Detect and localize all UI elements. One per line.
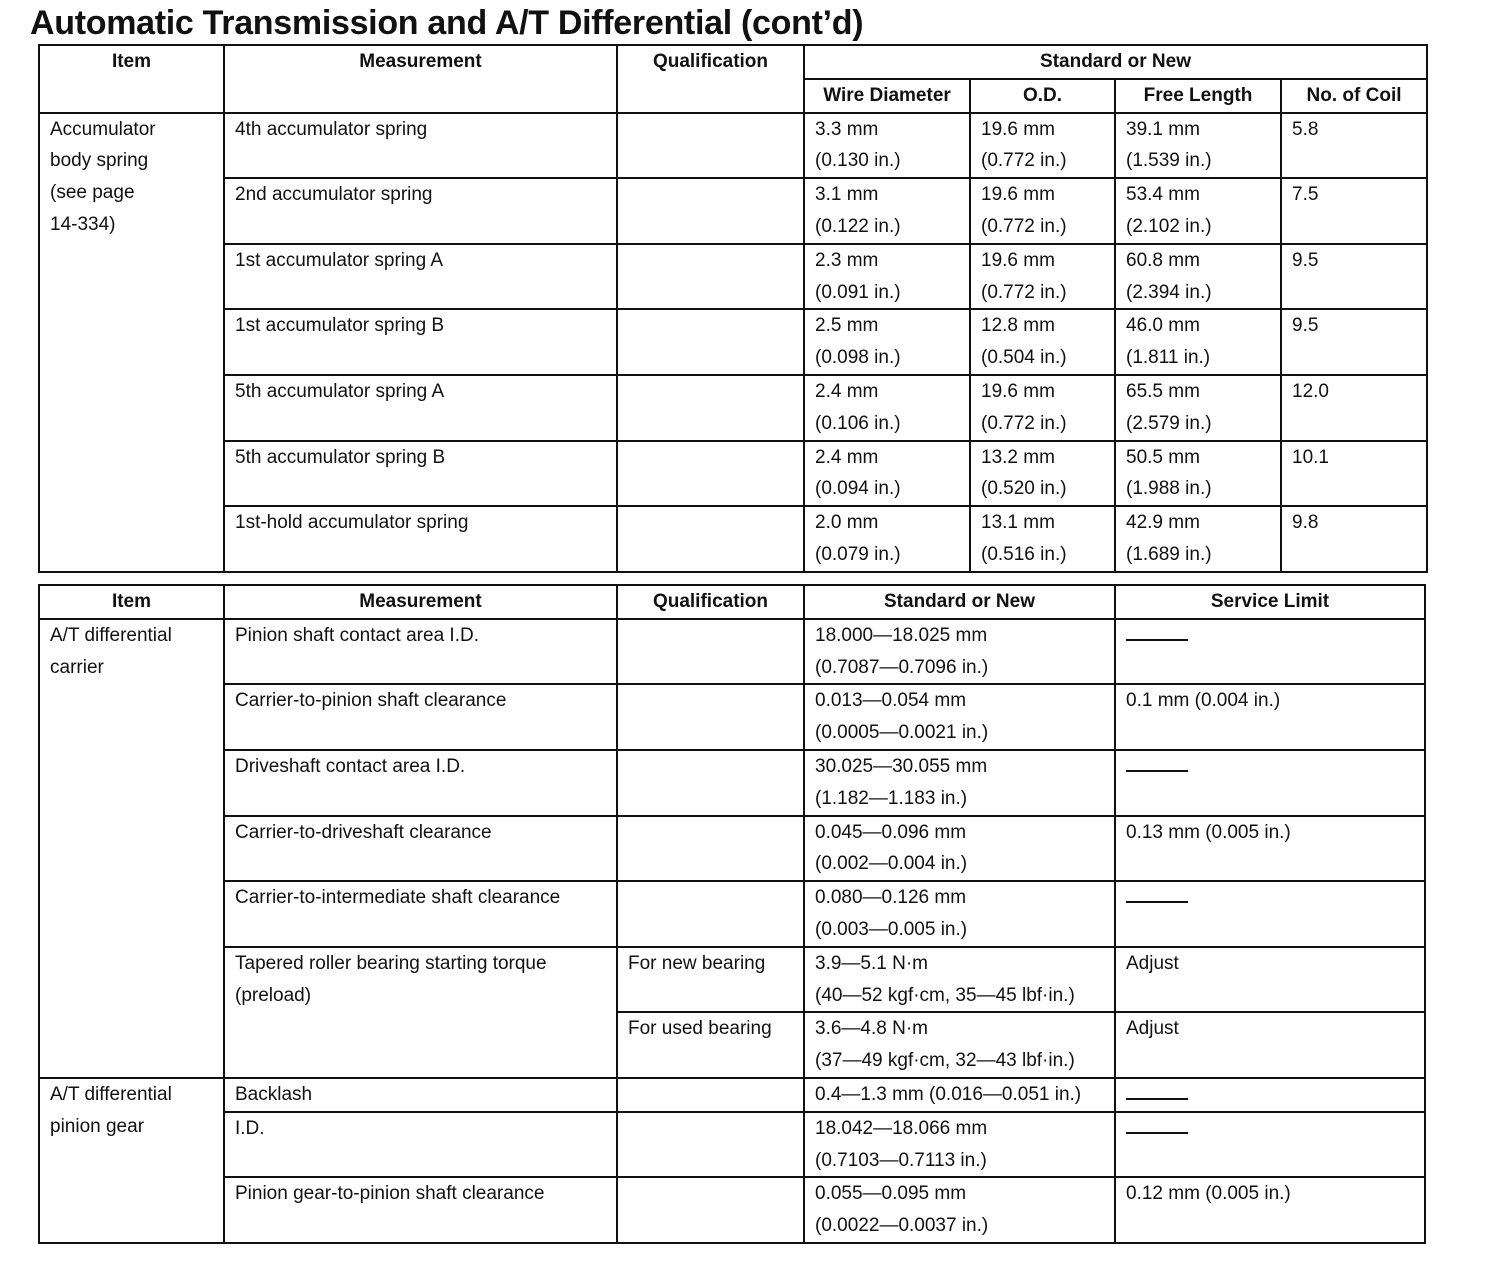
standard-cell: 0.4—1.3 mm (0.016—0.051 in.)	[804, 1078, 1115, 1112]
table-row	[39, 441, 1427, 507]
table-row	[39, 309, 1427, 375]
measurement-cell: Pinion shaft contact area I.D.	[224, 619, 617, 685]
accumulator-spring-table	[38, 44, 1428, 573]
value-text: 3.3 mm	[815, 118, 879, 140]
wire-diameter-cell	[804, 375, 970, 441]
service-limit-cell	[1115, 619, 1425, 685]
value-text: 0.080—0.126 mm	[815, 887, 967, 909]
measurement-cell: Backlash	[224, 1078, 617, 1112]
value-text: 3.1 mm	[815, 184, 879, 206]
value-text: 2.4 mm	[815, 380, 879, 402]
value-text: (0.772 in.)	[981, 215, 1067, 237]
item-text: 14-334)	[50, 213, 116, 235]
qualification-cell	[617, 816, 804, 882]
value-text: (0.003—0.005 in.)	[815, 918, 968, 940]
value-text: 50.5 mm	[1126, 446, 1200, 468]
item-text: A/T differential	[50, 624, 172, 646]
od-cell	[970, 113, 1115, 179]
qualification-cell: For used bearing	[617, 1012, 804, 1078]
value-text: 60.8 mm	[1126, 249, 1200, 271]
value-text: 19.6 mm	[981, 184, 1055, 206]
measurement-cell: 5th accumulator spring B	[224, 441, 617, 507]
table-row	[39, 244, 1427, 310]
table-row	[39, 1177, 1425, 1243]
value-text: (0.7103—0.7113 in.)	[815, 1149, 987, 1171]
coil-cell: 9.5	[1281, 244, 1427, 310]
standard-cell	[804, 1112, 1115, 1178]
qualification-cell	[617, 113, 804, 179]
value-text: 65.5 mm	[1126, 380, 1200, 402]
table-row	[39, 881, 1425, 947]
column-header-item: Item	[39, 45, 224, 113]
column-header-measurement: Measurement	[224, 585, 617, 619]
value-text: (1.811 in.)	[1126, 347, 1211, 369]
free-length-cell	[1115, 113, 1281, 179]
table-row	[39, 506, 1427, 572]
value-text: (1.988 in.)	[1126, 478, 1212, 500]
value-text: (0.772 in.)	[981, 150, 1067, 172]
table-row	[39, 113, 1427, 179]
od-cell	[970, 309, 1115, 375]
standard-cell	[804, 619, 1115, 685]
service-limit-cell: 0.1 mm (0.004 in.)	[1115, 684, 1425, 750]
wire-diameter-cell	[804, 113, 970, 179]
table-row	[39, 947, 1425, 1013]
table-row	[39, 178, 1427, 244]
item-cell	[39, 619, 224, 1078]
value-text: 46.0 mm	[1126, 315, 1200, 337]
column-header-standard-or-new: Standard or New	[804, 585, 1115, 619]
value-text: (0.504 in.)	[981, 347, 1067, 369]
qualification-cell	[617, 1078, 804, 1112]
value-text: 39.1 mm	[1126, 118, 1200, 140]
not-applicable-dash	[1126, 639, 1188, 641]
standard-cell	[804, 881, 1115, 947]
value-text: (40—52 kgf·cm, 35—45 lbf·in.)	[815, 984, 1075, 1006]
value-text: (2.102 in.)	[1126, 215, 1212, 237]
not-applicable-dash	[1126, 770, 1188, 772]
value-text: 30.025—30.055 mm	[815, 755, 988, 777]
item-text: (see page	[50, 182, 135, 204]
measurement-cell: 1st accumulator spring A	[224, 244, 617, 310]
value-text: 19.6 mm	[981, 118, 1055, 140]
service-limit-cell: 0.12 mm (0.005 in.)	[1115, 1177, 1425, 1243]
service-limit-cell: 0.13 mm (0.005 in.)	[1115, 816, 1425, 882]
measurement-cell: I.D.	[224, 1112, 617, 1178]
qualification-cell	[617, 178, 804, 244]
coil-cell: 9.5	[1281, 309, 1427, 375]
qualification-cell: For new bearing	[617, 947, 804, 1013]
coil-cell: 12.0	[1281, 375, 1427, 441]
value-text: 13.2 mm	[981, 446, 1055, 468]
od-cell	[970, 178, 1115, 244]
wire-diameter-cell	[804, 309, 970, 375]
free-length-cell	[1115, 375, 1281, 441]
item-text: pinion gear	[50, 1115, 145, 1137]
value-text: (0.098 in.)	[815, 347, 901, 369]
not-applicable-dash	[1126, 901, 1188, 903]
value-text: (1.689 in.)	[1126, 543, 1212, 565]
qualification-cell	[617, 441, 804, 507]
column-header-wire-diameter: Wire Diameter	[804, 79, 970, 113]
coil-cell: 10.1	[1281, 441, 1427, 507]
value-text: (37—49 kgf·cm, 32—43 lbf·in.)	[815, 1050, 1075, 1072]
qualification-cell	[617, 244, 804, 310]
column-header-qualification: Qualification	[617, 585, 804, 619]
table-row	[39, 750, 1425, 816]
item-text: A/T differential	[50, 1083, 172, 1105]
free-length-cell	[1115, 178, 1281, 244]
value-text: 0.055—0.095 mm	[815, 1183, 967, 1205]
service-limit-cell: Adjust	[1115, 947, 1425, 1013]
column-header-measurement: Measurement	[224, 45, 617, 113]
measurement-cell: 2nd accumulator spring	[224, 178, 617, 244]
qualification-cell	[617, 684, 804, 750]
value-text: (0.7087—0.7096 in.)	[815, 656, 989, 678]
measurement-cell: 4th accumulator spring	[224, 113, 617, 179]
coil-cell: 9.8	[1281, 506, 1427, 572]
table-row	[39, 684, 1425, 750]
wire-diameter-cell	[804, 441, 970, 507]
service-limit-cell	[1115, 1078, 1425, 1112]
not-applicable-dash	[1126, 1132, 1188, 1134]
measurement-cell: 5th accumulator spring A	[224, 375, 617, 441]
value-text: 18.042—18.066 mm	[815, 1117, 988, 1139]
value-text: 3.6—4.8 N·m	[815, 1018, 928, 1040]
measurement-cell: Carrier-to-driveshaft clearance	[224, 816, 617, 882]
value-text: (0.079 in.)	[815, 543, 901, 565]
not-applicable-dash	[1126, 1098, 1188, 1100]
value-text: 19.6 mm	[981, 249, 1055, 271]
qualification-cell	[617, 309, 804, 375]
measurement-text: Tapered roller bearing starting torque	[235, 952, 547, 974]
value-text: 2.3 mm	[815, 249, 879, 271]
value-text: (0.094 in.)	[815, 478, 901, 500]
standard-cell	[804, 947, 1115, 1013]
service-limit-cell	[1115, 750, 1425, 816]
service-limit-cell: Adjust	[1115, 1012, 1425, 1078]
value-text: (0.516 in.)	[981, 543, 1067, 565]
value-text: 18.000—18.025 mm	[815, 624, 988, 646]
value-text: (0.130 in.)	[815, 150, 901, 172]
qualification-cell	[617, 506, 804, 572]
value-text: (0.106 in.)	[815, 412, 901, 434]
value-text: (0.122 in.)	[815, 215, 901, 237]
measurement-cell: Carrier-to-pinion shaft clearance	[224, 684, 617, 750]
value-text: 0.045—0.096 mm	[815, 821, 967, 843]
coil-cell: 7.5	[1281, 178, 1427, 244]
header-row	[39, 585, 1425, 619]
column-header-service-limit: Service Limit	[1115, 585, 1425, 619]
coil-cell: 5.8	[1281, 113, 1427, 179]
value-text: 12.8 mm	[981, 315, 1055, 337]
qualification-cell	[617, 1112, 804, 1178]
value-text: (0.091 in.)	[815, 281, 901, 303]
wire-diameter-cell	[804, 178, 970, 244]
column-header-standard-or-new: Standard or New	[804, 45, 1427, 79]
measurement-cell: 1st accumulator spring B	[224, 309, 617, 375]
table-row	[39, 619, 1425, 685]
column-header-qualification: Qualification	[617, 45, 804, 113]
qualification-cell	[617, 750, 804, 816]
value-text: (0.002—0.004 in.)	[815, 853, 968, 875]
service-limit-cell	[1115, 1112, 1425, 1178]
measurement-cell: 1st-hold accumulator spring	[224, 506, 617, 572]
standard-cell	[804, 750, 1115, 816]
value-text: (2.579 in.)	[1126, 412, 1212, 434]
value-text: 0.013—0.054 mm	[815, 690, 967, 712]
table-row	[39, 816, 1425, 882]
value-text: (0.520 in.)	[981, 478, 1067, 500]
free-length-cell	[1115, 309, 1281, 375]
wire-diameter-cell	[804, 506, 970, 572]
page-title: Automatic Transmission and A/T Differential (cont’d)	[30, 4, 864, 42]
table-row	[39, 1078, 1425, 1112]
value-text: (2.394 in.)	[1126, 281, 1212, 303]
measurement-cell: Carrier-to-intermediate shaft clearance	[224, 881, 617, 947]
item-text: Accumulator	[50, 118, 156, 140]
measurement-cell	[224, 947, 617, 1078]
table-row	[39, 375, 1427, 441]
qualification-cell	[617, 619, 804, 685]
value-text: (1.539 in.)	[1126, 150, 1212, 172]
item-cell	[39, 113, 224, 572]
standard-cell	[804, 1177, 1115, 1243]
measurement-cell: Pinion gear-to-pinion shaft clearance	[224, 1177, 617, 1243]
free-length-cell	[1115, 244, 1281, 310]
column-header-od: O.D.	[970, 79, 1115, 113]
value-text: 2.4 mm	[815, 446, 879, 468]
header-row	[39, 45, 1427, 79]
measurement-text: (preload)	[235, 984, 312, 1006]
value-text: 3.9—5.1 N·m	[815, 952, 928, 974]
value-text: 2.5 mm	[815, 315, 879, 337]
measurement-cell: Driveshaft contact area I.D.	[224, 750, 617, 816]
od-cell	[970, 441, 1115, 507]
differential-spec-table	[38, 584, 1426, 1244]
table-row	[39, 1112, 1425, 1178]
od-cell	[970, 375, 1115, 441]
column-header-item: Item	[39, 585, 224, 619]
wire-diameter-cell	[804, 244, 970, 310]
od-cell	[970, 506, 1115, 572]
column-header-no-of-coil: No. of Coil	[1281, 79, 1427, 113]
qualification-cell	[617, 881, 804, 947]
od-cell	[970, 244, 1115, 310]
value-text: 19.6 mm	[981, 380, 1055, 402]
free-length-cell	[1115, 441, 1281, 507]
standard-cell	[804, 816, 1115, 882]
item-cell	[39, 1078, 224, 1243]
value-text: (0.772 in.)	[981, 412, 1067, 434]
item-text: carrier	[50, 656, 104, 678]
standard-cell	[804, 1012, 1115, 1078]
value-text: (0.0005—0.0021 in.)	[815, 722, 989, 744]
value-text: (1.182—1.183 in.)	[815, 787, 968, 809]
value-text: (0.0022—0.0037 in.)	[815, 1215, 989, 1237]
value-text: 13.1 mm	[981, 512, 1055, 534]
item-text: body spring	[50, 150, 149, 172]
value-text: 53.4 mm	[1126, 184, 1200, 206]
qualification-cell	[617, 1177, 804, 1243]
value-text: 42.9 mm	[1126, 512, 1200, 534]
free-length-cell	[1115, 506, 1281, 572]
value-text: 2.0 mm	[815, 512, 879, 534]
column-header-free-length: Free Length	[1115, 79, 1281, 113]
standard-cell	[804, 684, 1115, 750]
value-text: (0.772 in.)	[981, 281, 1067, 303]
qualification-cell	[617, 375, 804, 441]
service-limit-cell	[1115, 881, 1425, 947]
